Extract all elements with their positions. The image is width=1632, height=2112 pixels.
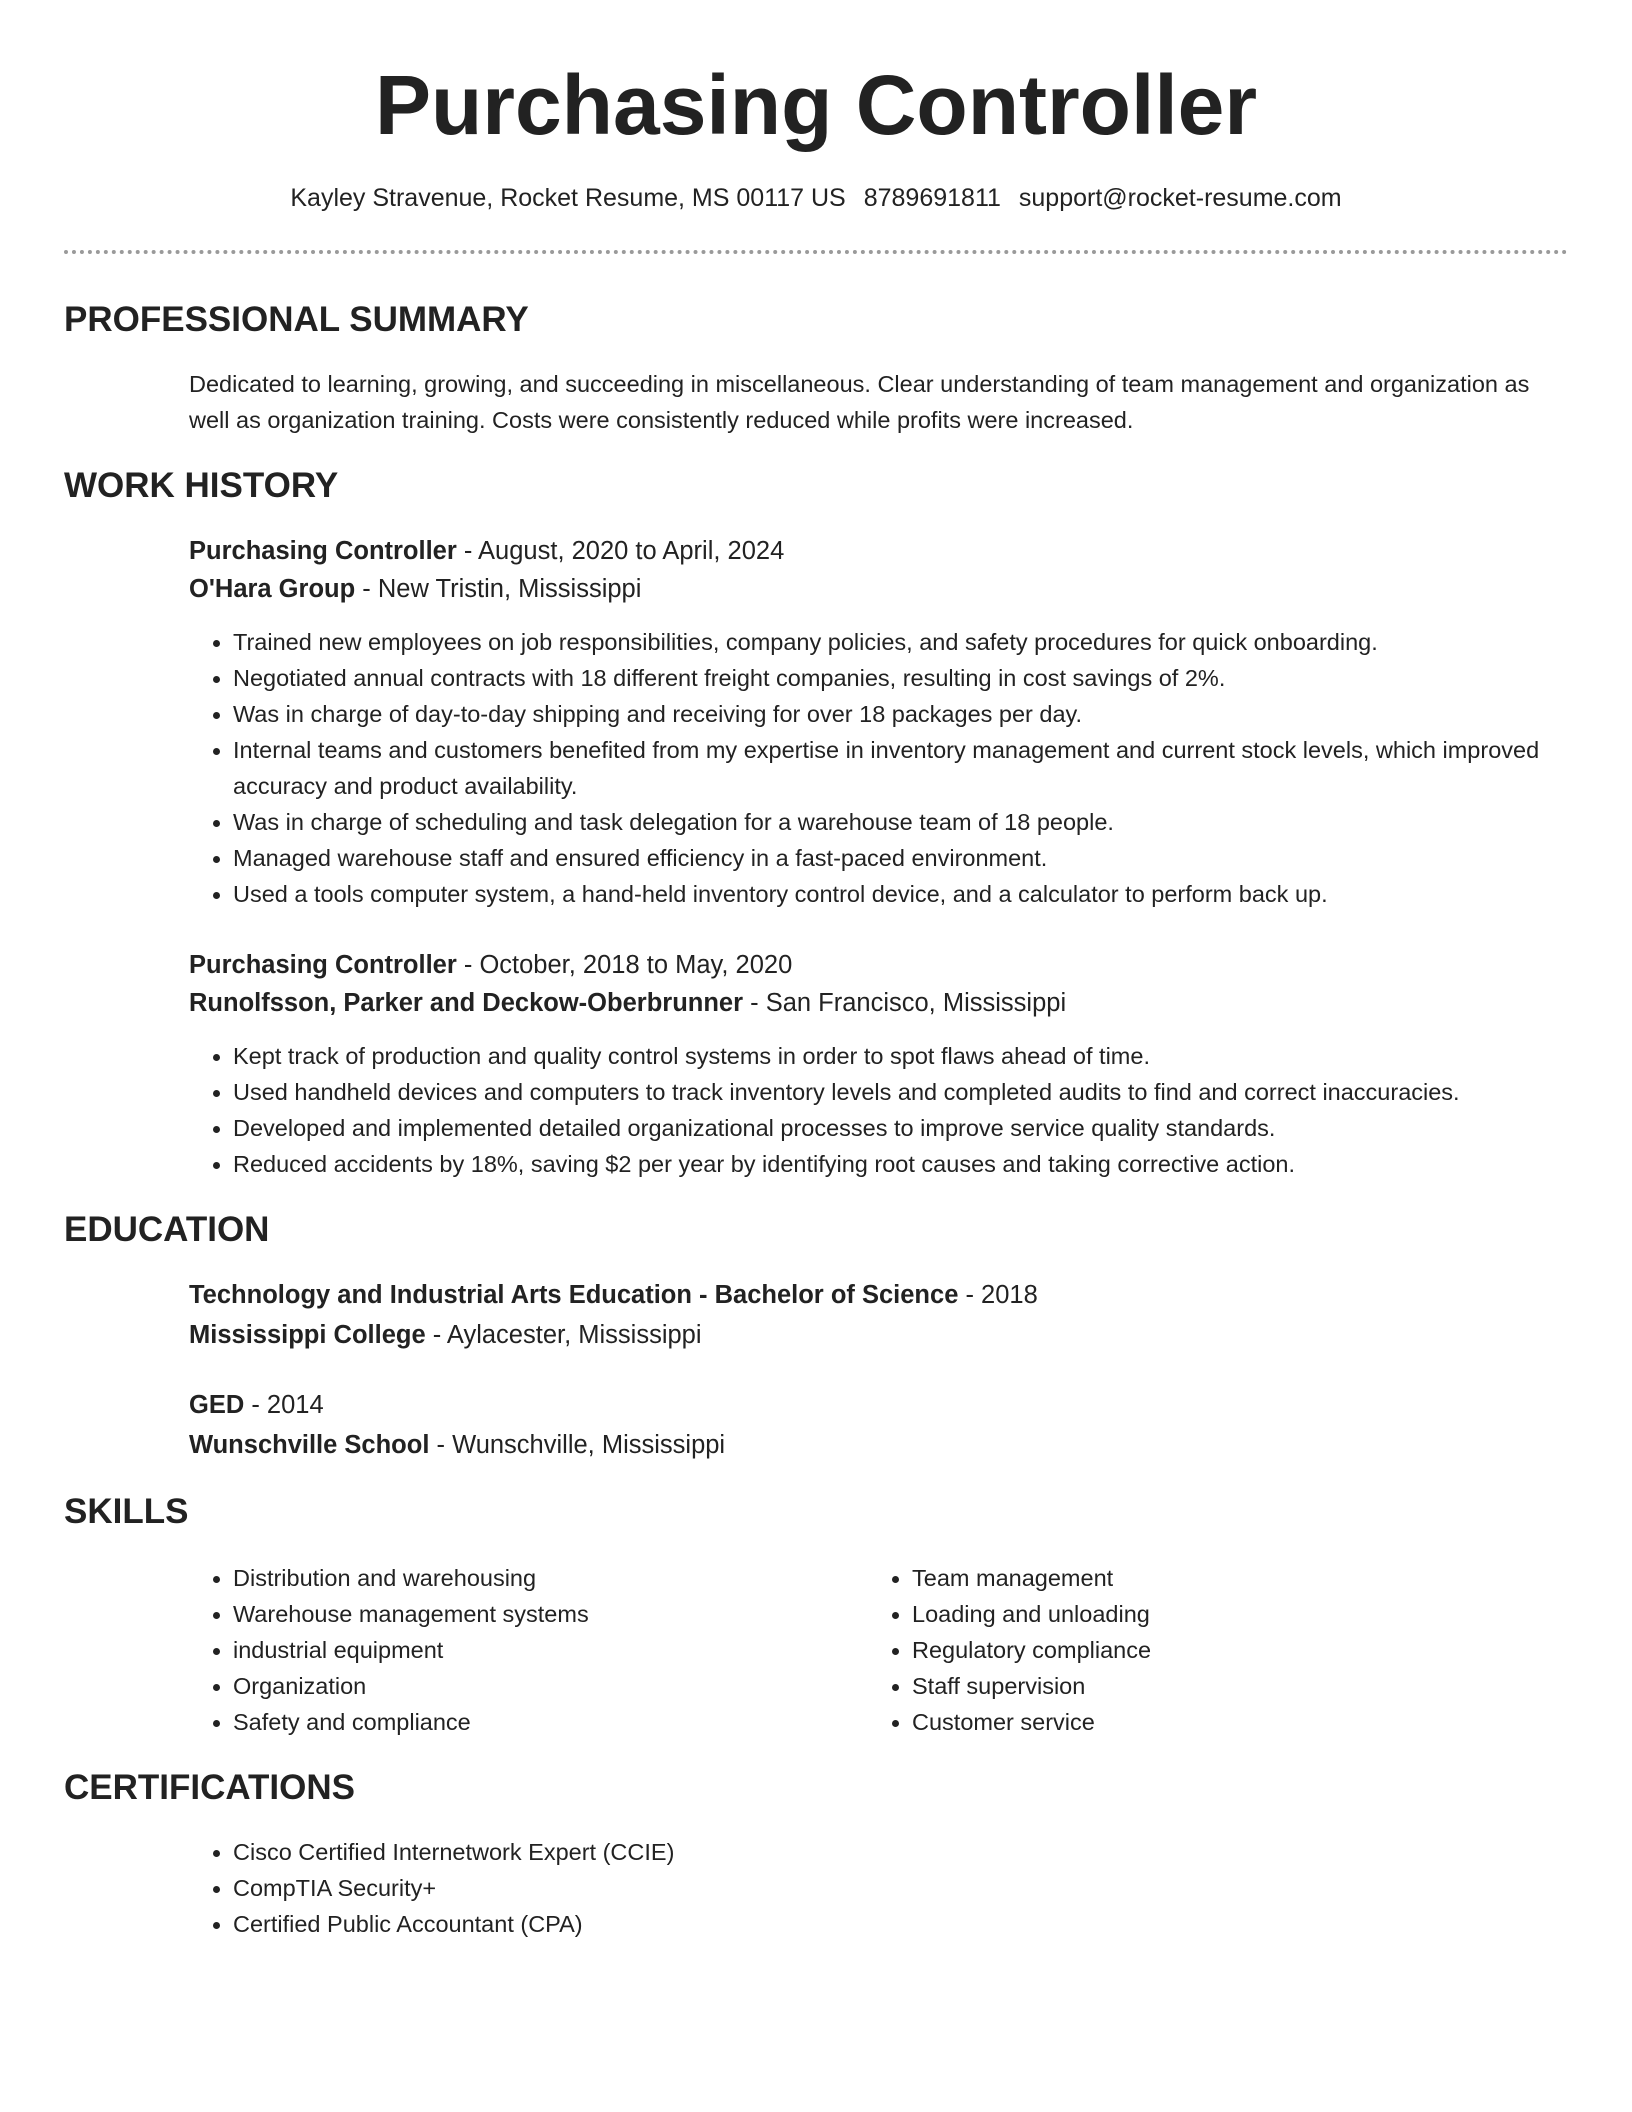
list-item: • Negotiated annual contracts with 18 different freight companies, resulting in cost savings of 2%. — [233, 660, 1613, 696]
section-title-skills: SKILLS — [64, 1492, 189, 1531]
list-item: • Safety and compliance — [233, 1704, 873, 1740]
list-item: • Warehouse management systems — [233, 1596, 873, 1632]
job-company: O'Hara Group — [189, 575, 356, 603]
education-degree-line — [189, 1386, 1559, 1424]
job-dates: - August, 2020 to April, 2024 — [456, 537, 785, 565]
list-item: • Regulatory compliance — [912, 1632, 1552, 1668]
contact-line — [0, 180, 1632, 216]
contact-email: support@rocket-resume.com — [1018, 184, 1342, 212]
section-title-education: EDUCATION — [64, 1210, 270, 1249]
resume-name: Purchasing Controller — [374, 58, 1258, 152]
job-location: - New Tristin, Mississippi — [355, 575, 642, 603]
list-item: • Used a tools computer system, a hand-held inventory control device, and a calculator to perform back up. — [233, 876, 1613, 912]
education-school: Wunschville School — [189, 1431, 430, 1459]
list-item: • Distribution and warehousing — [233, 1560, 873, 1596]
list-item: • Developed and implemented detailed organizational processes to improve service quality standards. — [233, 1110, 1613, 1146]
education-school: Mississippi College — [189, 1321, 426, 1349]
education-degree: Technology and Industrial Arts Education - Bachelor of Science — [189, 1281, 959, 1309]
list-item: • Staff supervision — [912, 1668, 1552, 1704]
education-school-line — [189, 1426, 1559, 1464]
job-company-line — [189, 570, 1559, 608]
education-location: - Aylacester, Mississippi — [425, 1321, 702, 1349]
list-item: • CompTIA Security+ — [233, 1870, 1613, 1906]
list-item: • Team management — [912, 1560, 1552, 1596]
list-item: • Organization — [233, 1668, 873, 1704]
education-school-line — [189, 1316, 1559, 1354]
list-item: • Loading and unloading — [912, 1596, 1552, 1632]
list-item: • Was in charge of day-to-day shipping and receiving for over 18 packages per day. — [233, 696, 1613, 732]
certifications-list — [189, 1834, 1613, 1942]
job-company-line — [189, 984, 1559, 1022]
education-degree-line — [189, 1276, 1559, 1314]
job-title-line — [189, 946, 1559, 984]
education-year: - 2014 — [244, 1391, 324, 1419]
list-item: • Reduced accidents by 18%, saving $2 per year by identifying root causes and taking corrective action. — [233, 1146, 1613, 1182]
list-item: • industrial equipment — [233, 1632, 873, 1668]
education-year: - 2018 — [958, 1281, 1038, 1309]
summary-text: Dedicated to learning, growing, and succeeding in miscellaneous. Clear understanding of team management and organization as well as organization training. Costs were consistently reduced while profits were increased. — [189, 371, 1530, 433]
education-location: - Wunschville, Mississippi — [429, 1431, 726, 1459]
education-degree: GED — [189, 1391, 245, 1419]
list-item: • Used handheld devices and computers to track inventory levels and completed audits to find and correct inaccuracies. — [233, 1074, 1613, 1110]
list-item: • Customer service — [912, 1704, 1552, 1740]
list-item: • Internal teams and customers benefited from my expertise in inventory management and current stock levels, which improved accuracy and product availability. — [233, 732, 1613, 804]
job-title-line — [189, 532, 1559, 570]
job-location: - San Francisco, Mississippi — [743, 989, 1067, 1017]
skills-list-left — [189, 1560, 873, 1740]
section-title-summary: PROFESSIONAL SUMMARY — [64, 300, 529, 339]
job-role: Purchasing Controller — [189, 951, 457, 979]
contact-phone: 8789691811 — [863, 184, 1001, 212]
list-item: • Trained new employees on job responsibilities, company policies, and safety procedures for quick onboarding. — [233, 624, 1613, 660]
job-role: Purchasing Controller — [189, 537, 457, 565]
contact-address: Kayley Stravenue, Rocket Resume, MS 00117 US — [290, 184, 846, 212]
list-item: • Cisco Certified Internetwork Expert (CCIE) — [233, 1834, 1613, 1870]
section-title-certifications: CERTIFICATIONS — [64, 1768, 356, 1807]
header-divider — [64, 250, 1568, 254]
job-bullets — [189, 1038, 1613, 1182]
skills-list-right — [868, 1560, 1552, 1740]
list-item: • Certified Public Accountant (CPA) — [233, 1906, 1613, 1942]
job-company: Runolfsson, Parker and Deckow-Oberbrunner — [189, 989, 744, 1017]
list-item: • Was in charge of scheduling and task delegation for a warehouse team of 18 people. — [233, 804, 1613, 840]
list-item: • Managed warehouse staff and ensured efficiency in a fast-paced environment. — [233, 840, 1613, 876]
job-bullets — [189, 624, 1613, 912]
job-dates: - October, 2018 to May, 2020 — [456, 951, 793, 979]
list-item: • Kept track of production and quality control systems in order to spot flaws ahead of time. — [233, 1038, 1613, 1074]
section-title-work: WORK HISTORY — [64, 466, 339, 505]
